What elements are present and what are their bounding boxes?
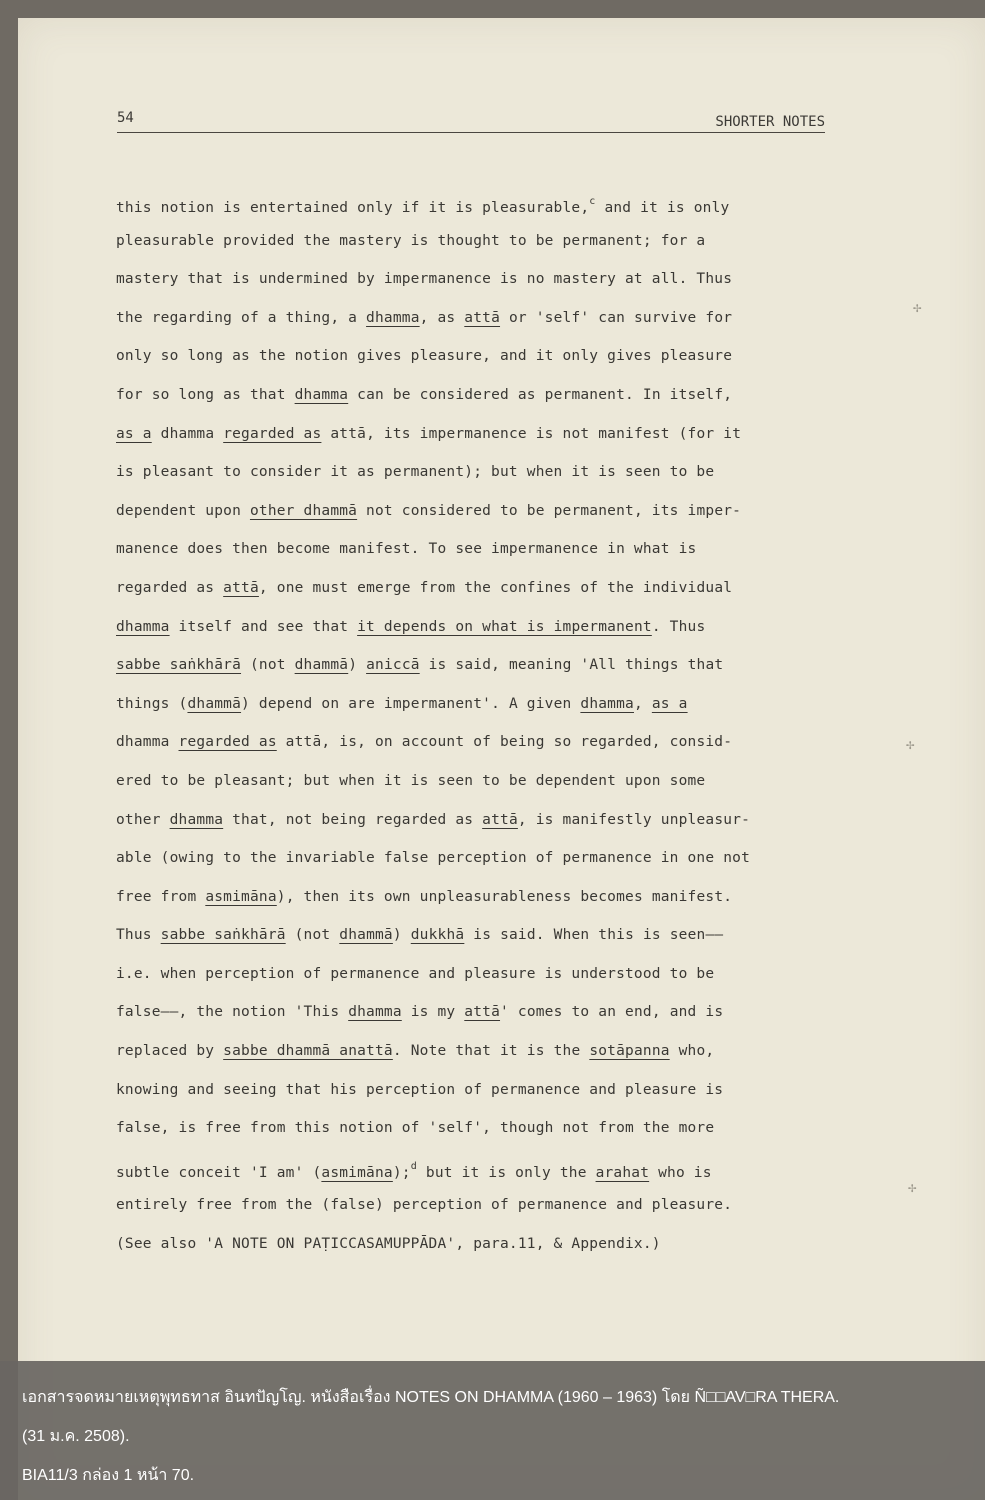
text-line: things (dhammā) depend on are impermanent'. A given dhamma, as a [116, 695, 688, 712]
text-line: regarded as attā, one must emerge from the confines of the individual [116, 579, 733, 596]
text-line: this notion is entertained only if it is pleasurable,$^c$ and it is only [116, 196, 730, 216]
typewritten-body [116, 183, 828, 1264]
text-line: for so long as that dhamma can be considered as permanent. In itself, [116, 386, 733, 403]
text-line: false, is free from this notion of 'self', though not from the more [116, 1120, 715, 1137]
archive-caption [0, 1361, 985, 1500]
text-line: ered to be pleasant; but when it is seen to be dependent upon some [116, 772, 706, 789]
text-line: subtle conceit 'I am' (asmimāna);$^d$ but it is only the arahat who is [116, 1160, 712, 1181]
footnote-marker: d [410, 1160, 417, 1172]
text-line: able (owing to the invariable false perception of permanence in one not [116, 850, 751, 867]
text-line: replaced by sabbe dhammā anattā. Note that it is the sotāpanna who, [116, 1043, 715, 1060]
text-line: free from asmimāna), then its own unpleasurableness becomes manifest. [116, 888, 733, 905]
paper-blemish: ✢ [913, 300, 922, 316]
text-line: i.e. when perception of permanence and pleasure is understood to be [116, 965, 715, 982]
text-line: as a dhamma regarded as attā, its impermanence is not manifest (for it [116, 425, 742, 442]
text-line: false——, the notion 'This dhamma is my attā' comes to an end, and is [116, 1004, 724, 1021]
footnote-marker: c [589, 196, 596, 207]
text-line: dependent upon other dhammā not considered to be permanent, its imper- [116, 502, 742, 519]
text-line: knowing and seeing that his perception of permanence and pleasure is [116, 1081, 724, 1098]
text-line: Thus sabbe saṅkhārā (not dhammā) dukkhā is said. When this is seen—— [116, 927, 724, 944]
paper-blemish: ✢ [906, 737, 915, 753]
text-line: entirely free from the (false) perception of permanence and pleasure. [116, 1197, 733, 1214]
caption-line-reference: BIA11/3 กล่อง 1 หน้า 70. [22, 1467, 195, 1484]
text-line: pleasurable provided the mastery is thought to be permanent; for a [116, 232, 706, 249]
text-line: other dhamma that, not being regarded as attā, is manifestly unpleasur- [116, 811, 751, 828]
text-line: dhamma itself and see that it depends on what is impermanent. Thus [116, 618, 706, 635]
text-line: sabbe saṅkhārā (not dhammā) aniccā is said, meaning 'All things that [116, 657, 724, 674]
caption-line-title: เอกสารจดหมายเหตุพุทธทาส อินทปัญโญ. หนังสือเรื่อง NOTES ON DHAMMA (1960 – 1963) โดย Ñ□□AV□RA THERA. [22, 1389, 840, 1406]
running-title: SHORTER NOTES [715, 114, 825, 130]
text-line: (See also 'A NOTE ON PAṬICCASAMUPPĀDA', para.11, & Appendix.) [116, 1236, 661, 1253]
text-line: the regarding of a thing, a dhamma, as attā or 'self' can survive for [116, 309, 733, 326]
page-header [117, 110, 825, 133]
text-line: manence does then become manifest. To see impermanence in what is [116, 541, 697, 558]
text-line: dhamma regarded as attā, is, on account of being so regarded, consid- [116, 734, 733, 751]
text-line: only so long as the notion gives pleasure, and it only gives pleasure [116, 348, 733, 365]
page-number: 54 [117, 110, 134, 126]
text-line: is pleasant to consider it as permanent); but when it is seen to be [116, 464, 715, 481]
text-line: mastery that is undermined by impermanence is no mastery at all. Thus [116, 271, 733, 288]
caption-line-date: (31 ม.ค. 2508). [22, 1428, 130, 1445]
paper-blemish: ✢ [908, 1180, 917, 1196]
